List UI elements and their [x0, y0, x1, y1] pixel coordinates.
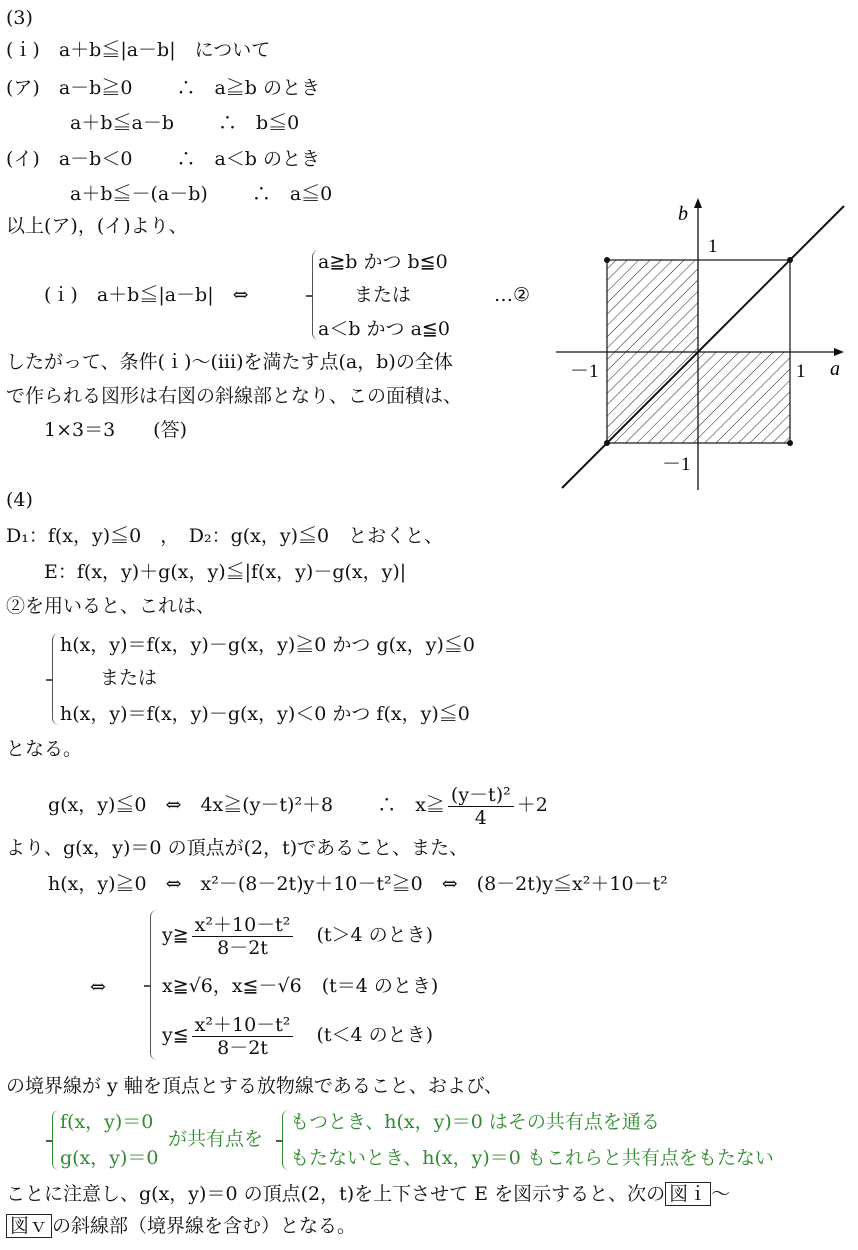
- g-inequality-line: [48, 775, 548, 835]
- system-line-2: h(x，y)＝f(x，y)－g(x，y)＜0 かつ f(x，y)≦0: [60, 703, 470, 725]
- definitions-line: D₁：f(x，y)≦0 ， D₂：g(x，y)≦0 とおくと、: [6, 525, 444, 547]
- g-line-right: ＋2: [516, 794, 548, 816]
- equiv-case-or: または: [354, 284, 412, 306]
- b-axis-arrow-icon: [694, 198, 702, 208]
- h-case-2: x≧√6，x≦－√6 (t＝4 のとき): [162, 975, 439, 997]
- equiv-case-1: a≧b かつ b≦0: [318, 251, 448, 273]
- use-eq2-line: ②を用いると、これは、: [6, 595, 216, 617]
- h-inequality-line: h(x，y)≧0 ⇔ x²－(8－2t)y＋10－t²≧0 ⇔ (8－2t)y≦x²＋10－t²: [48, 873, 668, 895]
- line-b-equals-a: [562, 206, 844, 488]
- parabola-line: の境界線が y 軸を頂点とする放物線であること、および、: [6, 1075, 504, 1097]
- a-axis-arrow-icon: [834, 348, 844, 356]
- figure-ref-i: 図ｉ: [665, 1182, 711, 1206]
- green-right-2: もたないとき、h(x，y)＝0 もこれらと共有点をもたない: [290, 1147, 774, 1169]
- area-answer: 1×3＝3 (答): [44, 419, 188, 441]
- case-a-line2: a＋b≦a－b ∴ b≦0: [70, 112, 300, 134]
- part3-heading: (3): [6, 7, 33, 29]
- case-b-line2: a＋b≦－(a－b) ∴ a≦0: [70, 183, 333, 205]
- conclusion-line2: で作られる図形は右図の斜線部となり、この面積は、: [6, 385, 463, 407]
- g-fraction: $\frac{\text{(y－t)²}}{4}$: [448, 784, 514, 829]
- equivalence-left: (ｉ) a＋b≦|a－b| ⇔: [44, 284, 249, 306]
- condition-i: (ｉ) a＋b≦|a－b| について: [6, 39, 271, 61]
- tick-y-pos: 1: [708, 236, 718, 257]
- tick-x-pos: 1: [796, 361, 806, 382]
- part4-heading: (4): [6, 489, 33, 511]
- case-b-line1: (イ) a－b＜0 ∴ a＜b のとき: [6, 148, 320, 170]
- figure-ref-v: 図ｖ: [6, 1214, 52, 1238]
- vertex-line: より、g(x，y)＝0 の頂点が(2，t)であること、また、: [6, 837, 469, 859]
- tick-y-neg: －1: [662, 454, 691, 475]
- brace: [282, 1110, 289, 1170]
- brace: [52, 633, 59, 725]
- brace: [52, 1110, 59, 1170]
- becomes-line: となる。: [6, 738, 83, 760]
- conclusion-line1: したがって、条件(ｉ)～(iii)を満たす点(a，b)の全体: [6, 351, 453, 373]
- equation-tag: …②: [494, 284, 531, 306]
- e-definition: E：f(x，y)＋g(x，y)≦|f(x，y)－g(x，y)|: [44, 561, 407, 583]
- shaded-region-top-left: [607, 260, 698, 352]
- green-left-2: g(x，y)＝0: [60, 1147, 159, 1169]
- final-line-1: ことに注意し、g(x，y)＝0 の頂点(2，t)を上下させて E を図示すると、次の 図ｉ ～: [6, 1183, 731, 1205]
- b-axis-label: b: [678, 203, 688, 225]
- a-axis-label: a: [830, 358, 840, 380]
- g-line-left: g(x，y)≦0 ⇔ 4x≧(y－t)²＋8 ∴ x≧: [48, 794, 445, 816]
- h-case-1: y≧ $\frac{\text{x²＋10－t²}}{8-2t}$ (t＞4 のとき): [162, 913, 434, 959]
- h-equiv-symbol: ⇔: [90, 976, 106, 998]
- green-right-1: もつとき、h(x，y)＝0 はその共有点を通る: [290, 1111, 660, 1133]
- summary-line: 以上(ア)，(イ)より、: [6, 215, 188, 237]
- region-figure: [550, 190, 858, 500]
- h-case-3: y≦ $\frac{\text{x²＋10－t²}}{8-2t}$ (t＜4 のとき): [162, 1013, 434, 1059]
- green-mid: が共有点を: [168, 1128, 264, 1150]
- tick-x-neg: －1: [570, 361, 599, 382]
- case-a-line1: (ア) a－b≧0 ∴ a≧b のとき: [6, 77, 320, 99]
- equiv-case-2: a＜b かつ a≦0: [318, 318, 450, 340]
- system-line-or: または: [100, 667, 158, 689]
- final-line-2: 図ｖ の斜線部（境界線を含む）となる。: [6, 1214, 356, 1238]
- system-line-1: h(x，y)＝f(x，y)－g(x，y)≧0 かつ g(x，y)≦0: [60, 634, 475, 656]
- green-left-1: f(x，y)＝0: [60, 1111, 154, 1133]
- brace: [150, 910, 157, 1060]
